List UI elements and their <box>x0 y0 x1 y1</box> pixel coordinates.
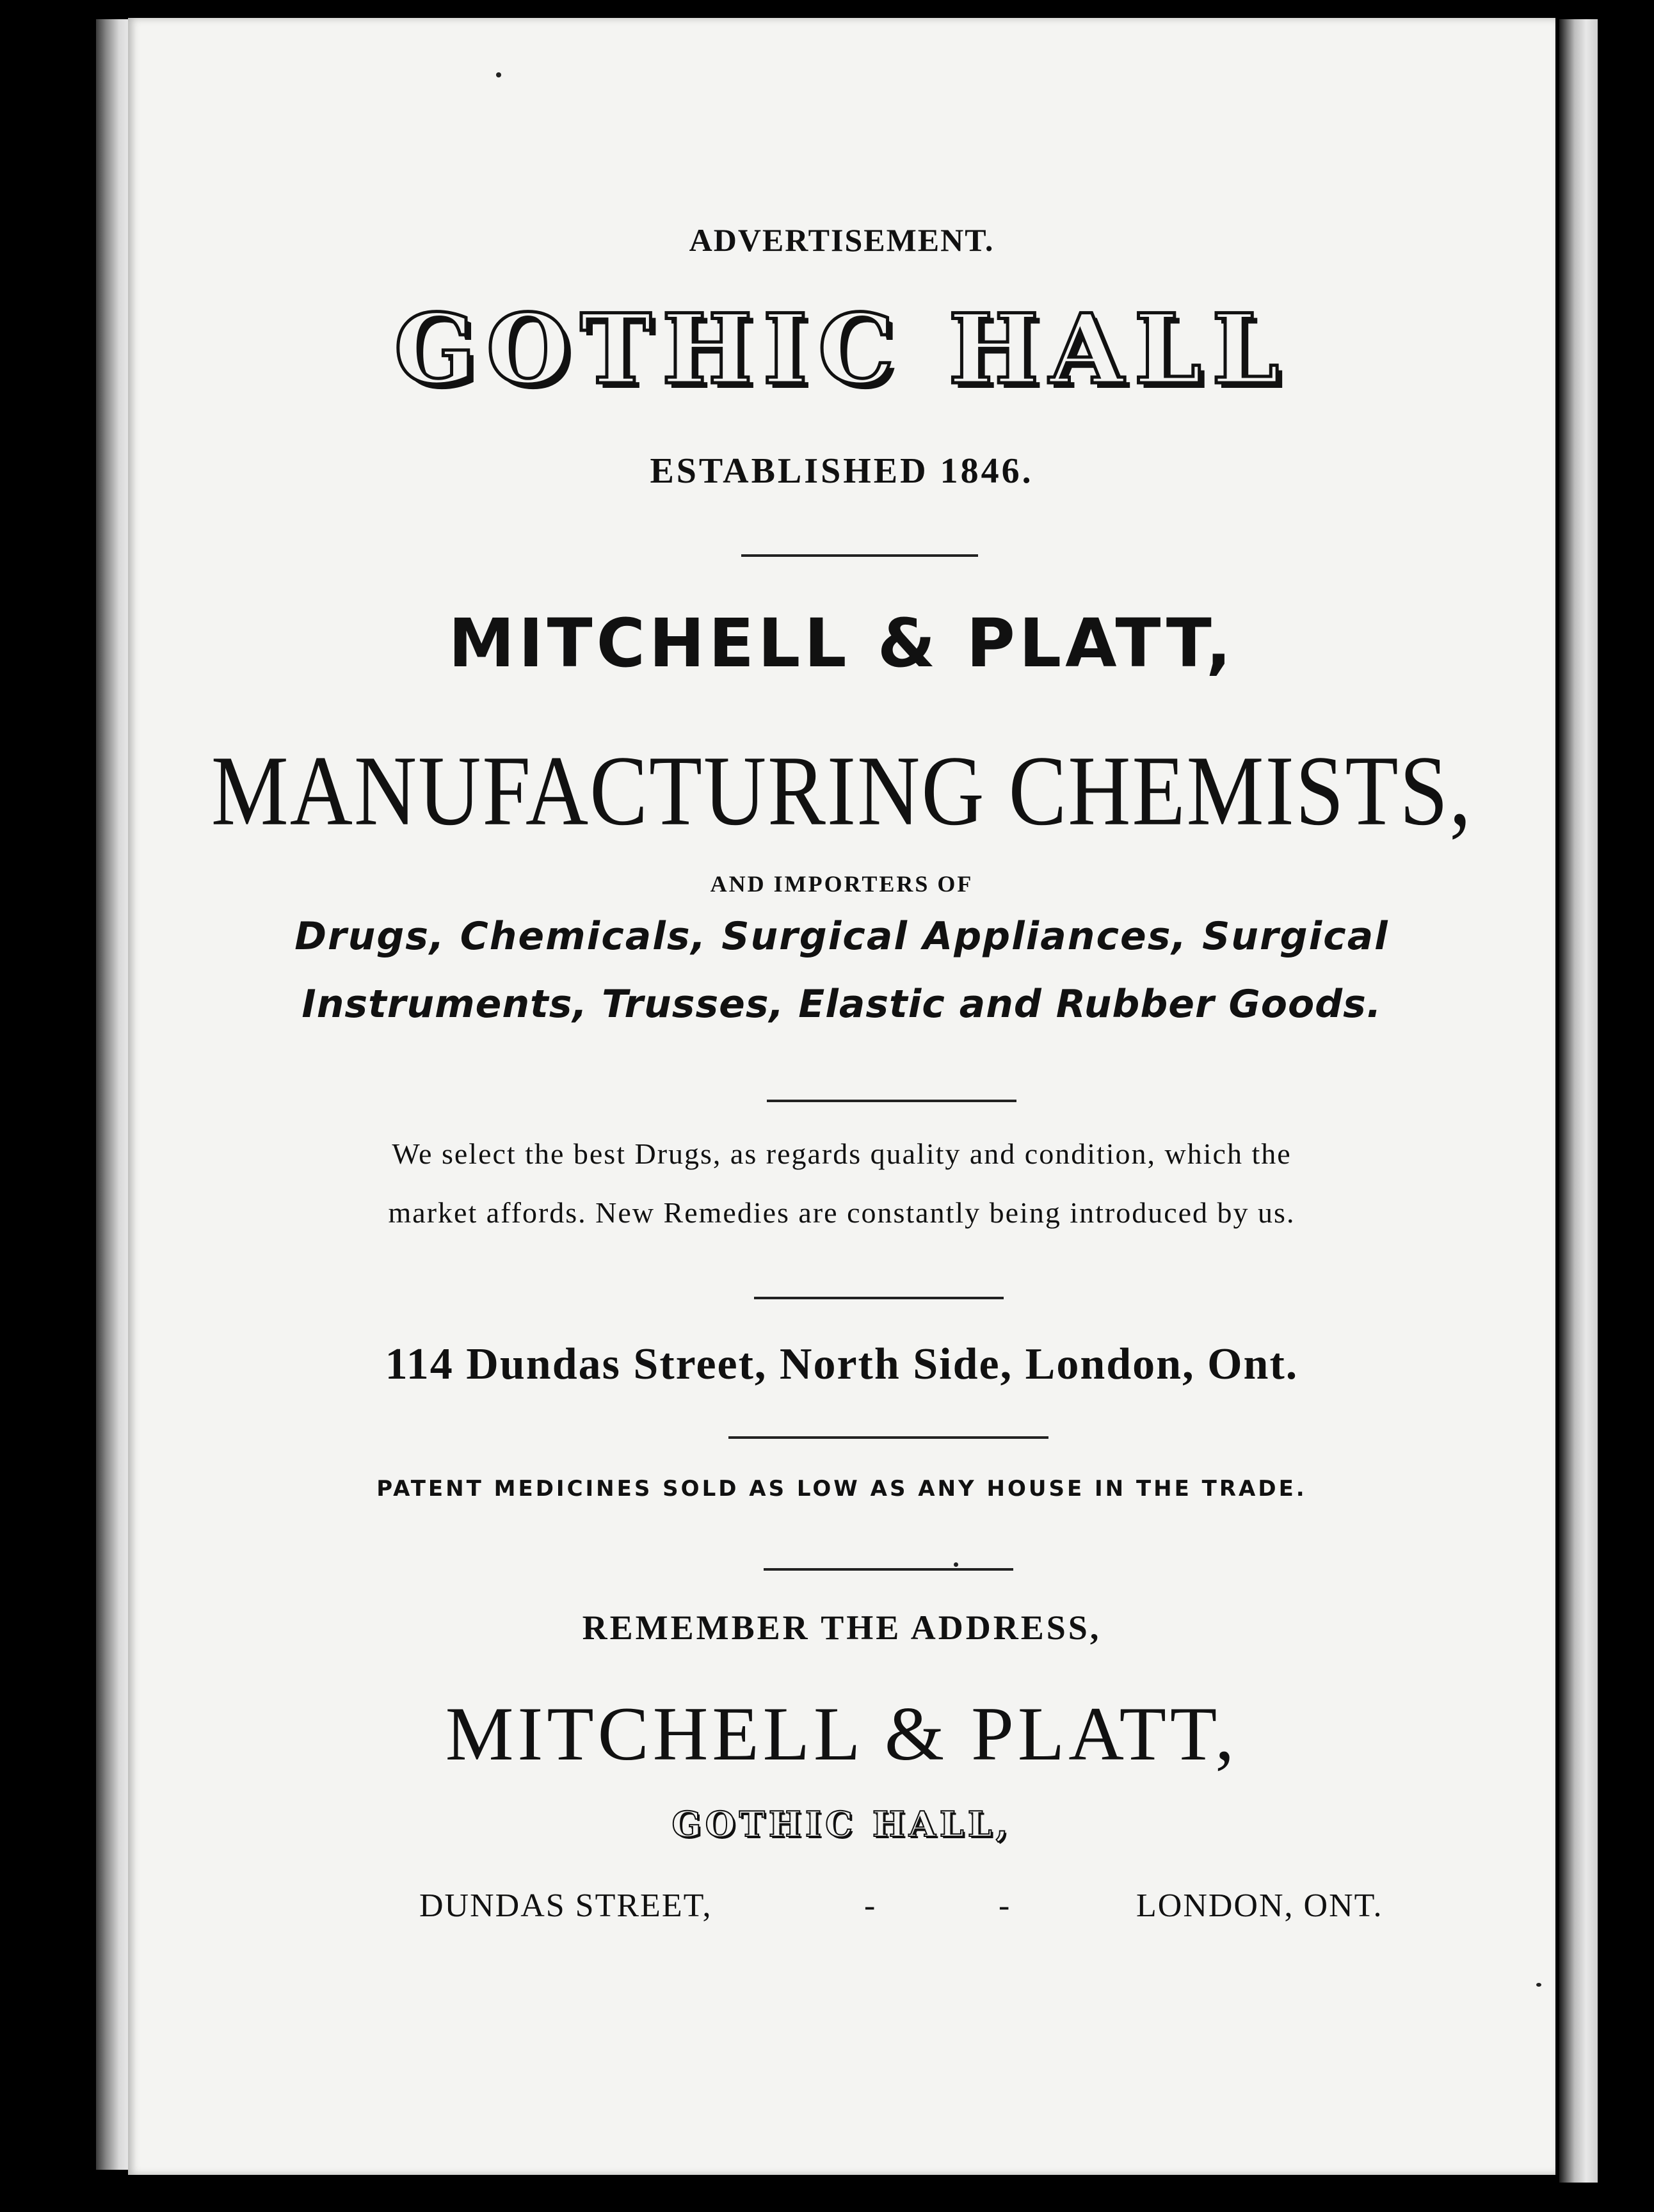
firm-name-repeat: MITCHELL & PLATT, <box>445 1691 1239 1776</box>
goods-line-2: Instruments, Trusses, Elastic and Rubber Goods. <box>301 982 1382 1027</box>
remember-label: REMEMBER THE ADDRESS, <box>582 1608 1102 1647</box>
divider-rule <box>741 554 978 557</box>
street-address: 114 Dundas Street, North Side, London, Ont. <box>385 1340 1299 1389</box>
footer-dash: - <box>864 1887 877 1924</box>
divider-rule <box>728 1436 1048 1439</box>
scan-border <box>1598 0 1654 2212</box>
established-line: ESTABLISHED 1846. <box>650 451 1034 491</box>
print-speck <box>954 1562 958 1567</box>
divider-rule <box>754 1297 1004 1299</box>
divider-rule <box>767 1100 1016 1102</box>
divider-rule <box>764 1568 1013 1571</box>
print-speck <box>1536 1983 1541 1987</box>
firm-name-heading: MITCHELL & PLATT, <box>448 604 1235 682</box>
patent-notice: PATENT MEDICINES SOLD AS LOW AS ANY HOUSE IN THE TRADE. <box>376 1476 1307 1502</box>
statement-line-2: market affords. New Remedies are constantly being introduced by us. <box>388 1196 1296 1229</box>
print-speck <box>496 72 501 77</box>
adjacent-page-edge <box>1559 19 1598 2183</box>
footer-dash: - <box>999 1887 1011 1924</box>
business-name-repeat: GOTHIC HALL, <box>671 1804 1012 1845</box>
goods-line-1: Drugs, Chemicals, Surgical Appliances, Surgical <box>294 914 1389 959</box>
business-name-heading: GOTHIC HALL <box>394 293 1290 406</box>
advertisement-page <box>128 18 1555 2175</box>
importers-label: AND IMPORTERS OF <box>710 871 974 897</box>
advertisement-label: ADVERTISEMENT. <box>689 222 995 258</box>
trade-heading: MANUFACTURING CHEMISTS, <box>211 735 1473 847</box>
statement-line-1: We select the best Drugs, as regards quality and condition, which the <box>392 1137 1292 1170</box>
footer-street: DUNDAS STREET, <box>419 1887 712 1924</box>
footer-city: LONDON, ONT. <box>1136 1887 1383 1924</box>
